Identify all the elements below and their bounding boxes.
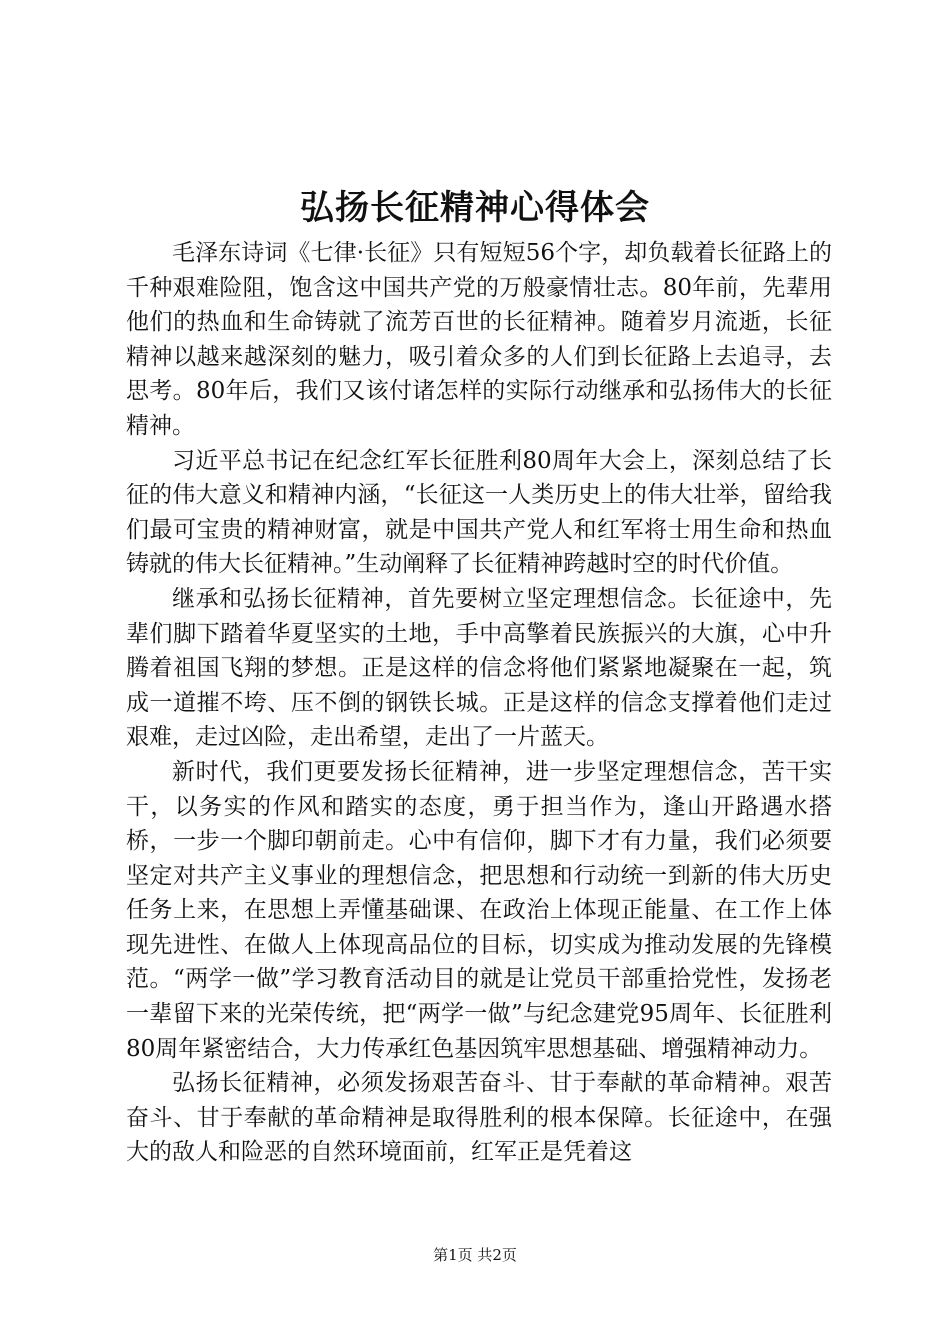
paragraph: 继承和弘扬长征精神，首先要树立坚定理想信念。长征途中，先辈们脚下踏着华夏坚实的土地，手中高擎着民族振兴的大旗，心中升腾着祖国飞翔的梦想。正是这样的信念将他们紧紧地凝聚在一起，筑成一道摧不垮、压不倒的钢铁长城。正是这样的信念支撑着他们走过艰难，走过凶险，走出希望，走出了一片蓝天。 <box>126 585 832 751</box>
paragraph: 毛泽东诗词《七律·长征》只有短短56个字，却负载着长征路上的千种艰难险阻，饱含这中国共产党的万般豪情壮志。80年前，先辈用他们的热血和生命铸就了流芳百世的长征精神。随着岁月流逝，长征精神以越来越深刻的魅力，吸引着众多的人们到长征路上去追寻，去思考。80年后，我们又该付诸怎样的实际行动继承和弘扬伟大的长征精神。 <box>126 240 832 439</box>
paragraph: 新时代，我们更要发扬长征精神，进一步坚定理想信念，苦干实干，以务实的作风和踏实的态度，勇于担当作为，逢山开路遇水搭桥，一步一个脚印朝前走。心中有信仰，脚下才有力量，我们必须要坚定对共产主义事业的理想信念，把思想和行动统一到新的伟大历史任务上来，在思想上弄懂基础课、在政治上体现正能量、在工作上体现先进性、在做人上体现高品位的目标，切实成为推动发展的先锋模范。“两学一做”学习教育活动目的就是让党员干部重拾党性，发扬老一辈留下来的光荣传统，把“两学一做”与纪念建党95周年、长征胜利80周年紧密结合，大力传承红色基因筑牢思想基础、增强精神动力。 <box>126 758 832 1062</box>
document-title: 弘扬长征精神心得体会 <box>300 188 650 228</box>
page-indicator: 第1页 共2页 <box>433 1246 517 1264</box>
page-footer <box>0 1244 950 1266</box>
document-body <box>126 236 832 1170</box>
paragraph: 习近平总书记在纪念红军长征胜利80周年大会上，深刻总结了长征的伟大意义和精神内涵，“长征这一人类历史上的伟大壮举，留给我们最可宝贵的精神财富，就是中国共产党人和红军将士用生命和热血铸就的伟大长征精神。”生动阐释了长征精神跨越时空的时代价值。 <box>126 447 832 578</box>
paragraph: 弘扬长征精神，必须发扬艰苦奋斗、甘于奉献的革命精神。艰苦奋斗、甘于奉献的革命精神是取得胜利的根本保障。长征途中，在强大的敌人和险恶的自然环境面前，红军正是凭着这 <box>126 1070 832 1166</box>
